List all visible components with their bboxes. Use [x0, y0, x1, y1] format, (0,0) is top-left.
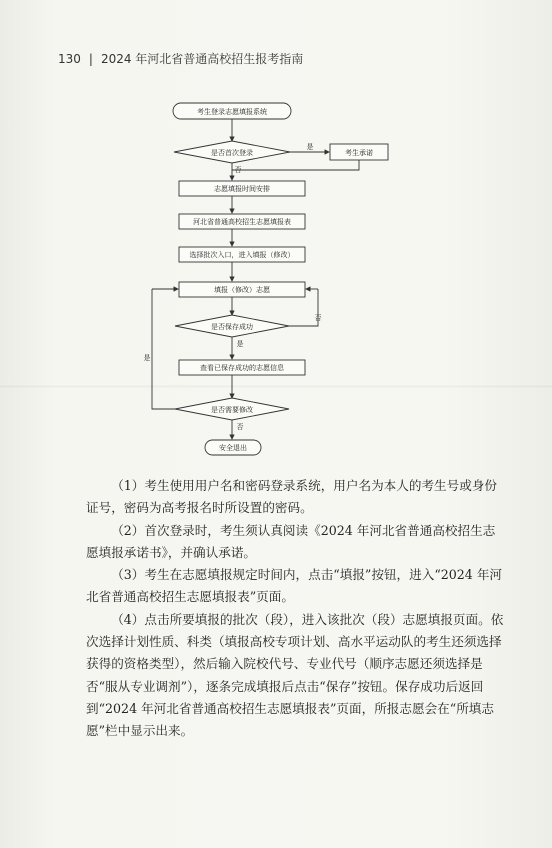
instructions-body — [86, 475, 506, 743]
exit-label: 安全退出 — [219, 444, 247, 452]
select-batch-label: 选择批次入口，进入填报（修改） — [189, 251, 295, 259]
first-login-label: 是否首次登录 — [211, 149, 253, 157]
paragraph-4: （4）点击所要填报的批次（段），进入该批次（段）志愿填报页面。依次选择计划性质、科类（填报高校专项计划、高水平运动队的考生还须选择获得的资格类型），然后输入院校代号、专业代号（顺序志愿还须选择是否“服从专业调剂”），逐条完成填报后点击“保存”按钮。保存成功后返回到“2024 年河北省普通高校招生志愿填报表”页面，所报志愿会在“所填志愿”栏中显示出来。 — [86, 611, 504, 739]
save-success-yes-label: 是 — [236, 340, 244, 348]
view-saved-label: 查看已保存成功的志愿信息 — [200, 364, 284, 372]
fill-label: 填报（修改）志愿 — [214, 286, 270, 294]
commitment-label: 考生承诺 — [345, 149, 373, 157]
need-modify-label: 是否需要修改 — [211, 406, 253, 414]
running-title: 2024 年河北省普通高校招生报考指南 — [100, 52, 304, 66]
page-number: 130 — [58, 52, 81, 66]
need-modify-yes-label: 是 — [143, 354, 151, 362]
paragraph-3: （3）考生在志愿填报规定时间内，点击“填报”按钮，进入“2024 年河北省普通高校招生志愿填报表”页面。 — [86, 567, 503, 605]
schedule-label: 志愿填报时间安排 — [214, 185, 270, 193]
first-login-no-label: 否 — [234, 166, 242, 174]
start-label: 考生登录志愿填报系统 — [197, 108, 267, 116]
paragraph-2: （2）首次登录时，考生须认真阅读《2024 年河北省普通高校招生志愿填报承诺书》，并确认承诺。 — [86, 522, 496, 560]
scan-artifact — [0, 385, 552, 388]
form-title-label: 河北省普通高校招生志愿填报表 — [193, 218, 291, 226]
save-success-label: 是否保存成功 — [211, 323, 253, 331]
save-success-no-label: 否 — [314, 314, 322, 322]
paragraph-1: （1）考生使用用户名和密码登录系统，用户名为本人的考生号或身份证号，密码为高考报名时所设置的密码。 — [86, 478, 498, 516]
first-login-yes-label: 是 — [306, 143, 314, 151]
need-modify-no-label: 否 — [236, 423, 244, 431]
header-separator: | — [88, 52, 93, 66]
